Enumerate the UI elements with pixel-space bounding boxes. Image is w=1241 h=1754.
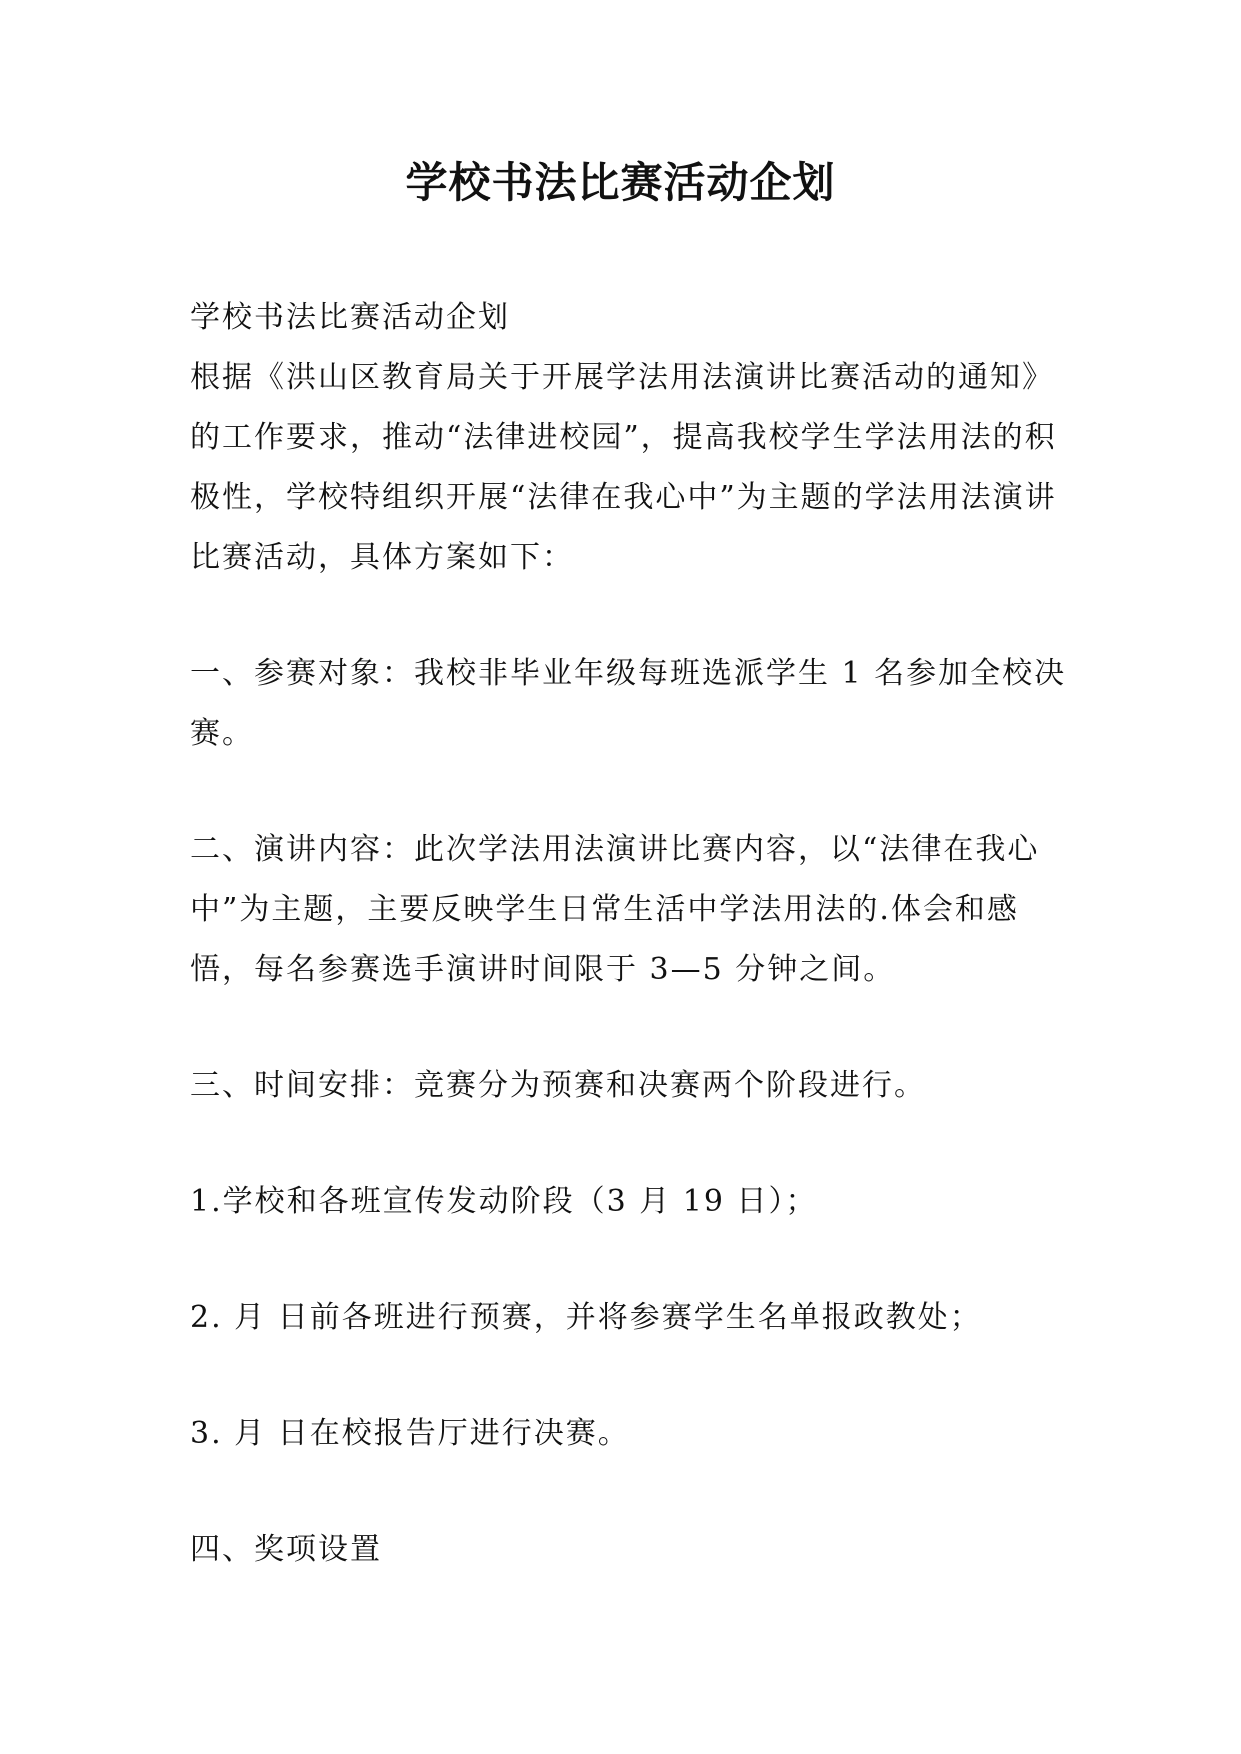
schedule-item-2: 2. 月 日前各班进行预赛，并将参赛学生名单报政教处； [190, 1300, 982, 1335]
section-participants: 一、参赛对象：我校非毕业年级每班选派学生 1 名参加全校决赛。 [190, 656, 1067, 751]
subtitle-paragraph: 学校书法比赛活动企划 [190, 300, 510, 335]
section-awards: 四、奖项设置 [190, 1532, 382, 1567]
document-body [190, 288, 1070, 1580]
section-schedule: 三、时间安排：竞赛分为预赛和决赛两个阶段进行。 [190, 1068, 926, 1103]
schedule-item-3: 3. 月 日在校报告厅进行决赛。 [190, 1416, 630, 1451]
schedule-item-1: 1.学校和各班宣传发动阶段（3 月 19 日）； [190, 1184, 818, 1219]
intro-paragraph: 根据《洪山区教育局关于开展学法用法演讲比赛活动的通知》的工作要求，推动“法律进校园”，提高我校学生学法用法的积极性，学校特组织开展“法律在我心中”为主题的学法用法演讲比赛活动，具体方案如下： [190, 360, 1057, 575]
section-content: 二、演讲内容：此次学法用法演讲比赛内容，以“法律在我心中”为主题，主要反映学生日常生活中学法用法的.体会和感悟，每名参赛选手演讲时间限于 3—5 分钟之间。 [190, 832, 1040, 987]
document-title: 学校书法比赛活动企划 [405, 158, 836, 207]
